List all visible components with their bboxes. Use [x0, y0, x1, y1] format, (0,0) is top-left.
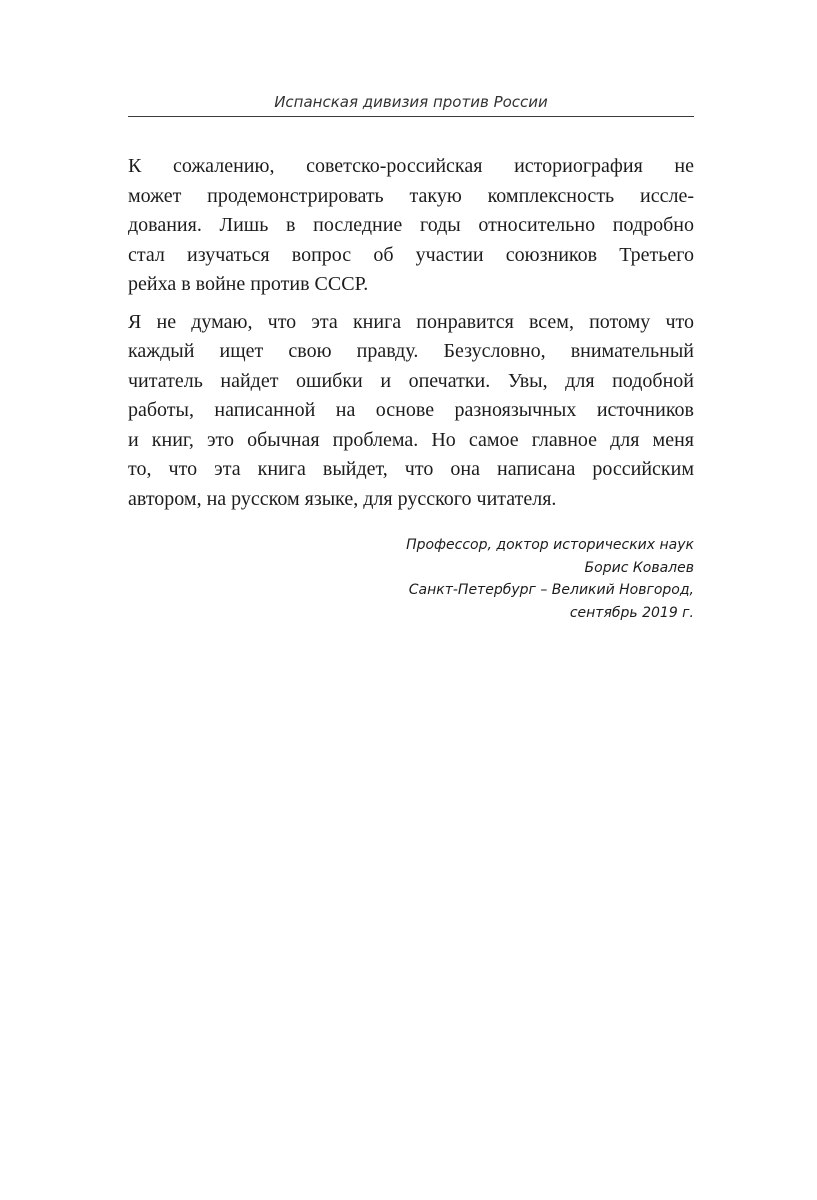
running-header: [128, 90, 694, 117]
text-line: Я не думаю, что эта книга понравится всем, потому что: [128, 310, 694, 333]
text-line: может продемонстрировать такую комплексность иссле-: [128, 184, 694, 207]
text-line: читатель найдет ошибки и опечатки. Увы, для подобной: [128, 369, 694, 392]
text-line: К сожалению, советско-российская историография не: [128, 155, 694, 177]
body-text: [128, 152, 694, 514]
signature-date: сентябрь 2019 г.: [569, 604, 694, 621]
running-header-title: Испанская дивизия против России: [274, 93, 548, 111]
signature-block: [128, 534, 694, 624]
text-line: рейха в войне против СССР.: [128, 273, 369, 295]
text-line: стал изучаться вопрос об участии союзников Третьего: [128, 243, 694, 266]
signature-name: Борис Ковалев: [584, 559, 694, 576]
text-line: то, что эта книга выйдет, что она написана российским: [128, 458, 694, 480]
text-line: дования. Лишь в последние годы относительно подробно: [128, 214, 694, 236]
text-line: каждый ищет свою правду. Безусловно, внимательный: [128, 340, 694, 362]
text-line: и книг, это обычная проблема. Но самое главное для меня: [128, 428, 694, 451]
signature-place: Санкт-Петербург – Великий Новгород,: [408, 582, 694, 598]
signature-title: Профессор, доктор исторических наук: [406, 537, 694, 553]
text-line: работы, написанной на основе разноязычных источников: [128, 399, 694, 421]
text-line: автором, на русском языке, для русского читателя.: [128, 487, 557, 510]
paragraph-2: [128, 308, 694, 515]
paragraph-1: [128, 152, 694, 300]
